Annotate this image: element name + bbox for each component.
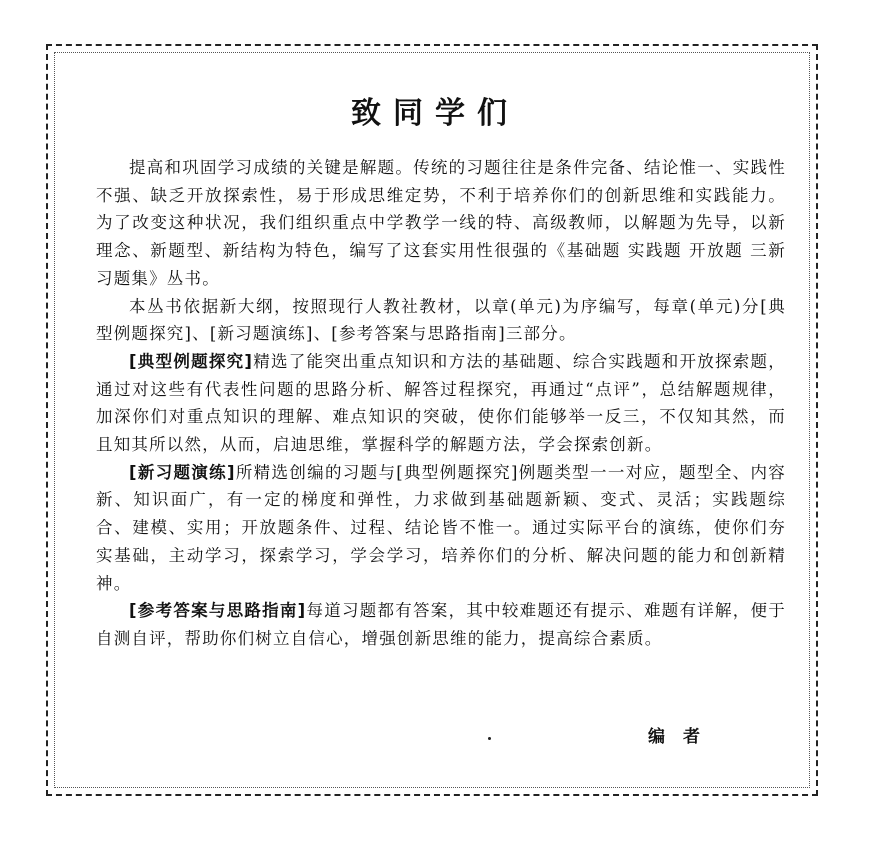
section-heading-new-exercises: [新习题演练]	[129, 462, 236, 482]
paragraph-answers-guide-text: 每道习题都有答案，其中较难题还有提示、难题有详解，便于自测自评，帮助你们树立自信心，增强创新思维的能力，提高综合素质。	[96, 601, 786, 648]
signature-editor: 编者	[648, 727, 718, 747]
paragraph-intro	[96, 154, 786, 293]
preface-body	[96, 154, 786, 653]
paragraph-structure-text: 本丛书依据新大纲，按照现行人教社教材，以章(单元)为序编写，每章(单元)分[典型例题探究]、[新习题演练]、[参考答案与思路指南]三部分。	[96, 296, 786, 344]
stray-dot-mark	[488, 737, 491, 740]
paragraph-intro-text: 提高和巩固学习成绩的关键是解题。传统的习题往往是条件完备、结论惟一、实践性不强、缺乏开放探索性，易于形成思维定势，不利于培养你们的创新思维和实践能力。为了改变这种状况，我们组织重点中学教学一线的特、高级教师，以解题为先导，以新理念、新题型、新结构为特色，编写了这套实用性很强的《基础题 实践题 开放题 三新习题集》丛书。	[96, 158, 786, 288]
paragraph-typical-examples	[96, 348, 786, 459]
paragraph-structure	[96, 293, 786, 348]
paragraph-typical-examples-text: 精选了能突出重点知识和方法的基础题、综合实践题和开放探索题，通过对这些有代表性问题的思路分析、解答过程探究，再通过“点评”，总结解题规律，加深你们对重点知识的理解、难点知识的突破，使你们能够举一反三，不仅知其然，而且知其所以然，从而，启迪思维，掌握科学的解题方法，学会探索创新。	[96, 351, 786, 455]
section-heading-typical-examples: [典型例题探究]	[129, 351, 254, 371]
paragraph-answers-guide	[96, 597, 786, 652]
page-title: 致同学们	[351, 96, 519, 131]
paragraph-new-exercises-text: 所精选创编的习题与[典型例题探究]例题类型一一对应，题型全、内容新、知识面广，有一定的梯度和弹性，力求做到基础题新颖、变式、灵活；实践题综合、建模、实用；开放题条件、过程、结论皆不惟一。通过实际平台的演练，使你们夯实基础，主动学习，探索学习，学会学习，培养你们的分析、解决问题的能力和创新精神。	[96, 462, 786, 593]
section-heading-answers-guide: [参考答案与思路指南]	[129, 601, 307, 621]
paragraph-new-exercises	[96, 459, 786, 598]
